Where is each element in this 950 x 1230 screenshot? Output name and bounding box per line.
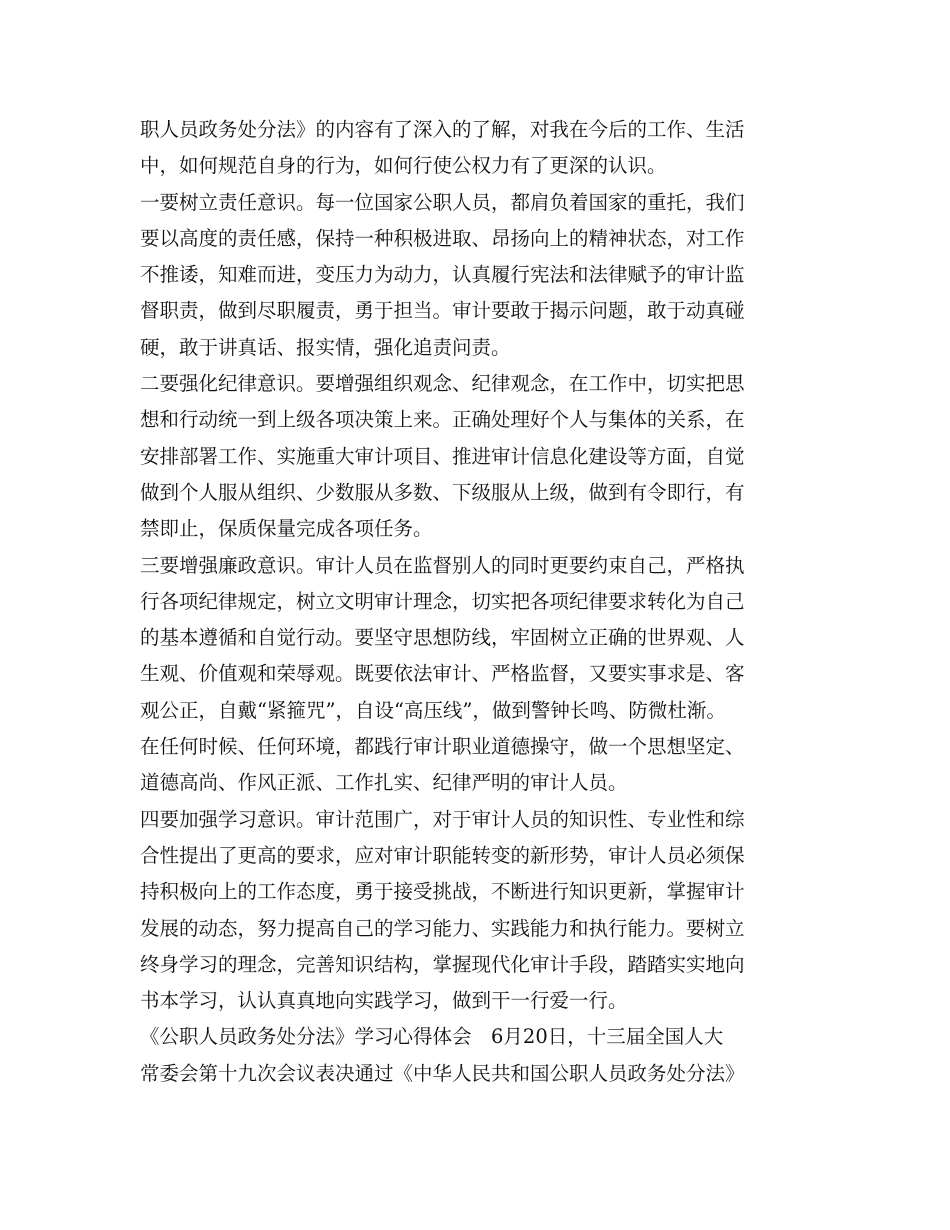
text-line: 中，如何规范自身的行为，如何行使公权力有了更深的认识。 [140,154,667,178]
text-line: 生观、价值观和荣辱观。既要依法审计、严格监督，又要实事求是、客 [140,662,745,686]
text-line: 持积极向上的工作态度，勇于接受挑战，不断进行知识更新，掌握审计 [140,880,745,904]
text-line: 在任何时候、任何环境，都践行审计职业道德操守，做一个思想坚定、 [140,735,745,759]
text-line: 终身学习的理念，完善知识结构，掌握现代化审计手段，踏踏实实地向 [140,952,745,976]
text-line: 三要增强廉政意识。审计人员在监督别人的同时更要约束自己，严格执 [140,553,745,577]
text-line: 《公职人员政务处分法》学习心得体会 6月20日，十三届全国人大 [140,1025,724,1049]
text-line: 的基本遵循和自觉行动。要坚守思想防线，牢固树立正确的世界观、人 [140,626,745,650]
text-line: 道德高尚、作风正派、工作扎实、纪律严明的审计人员。 [140,771,628,795]
text-line: 不推诿，知难而进，变压力为动力，认真履行宪法和法律赋予的审计监 [140,263,745,287]
text-line: 发展的动态，努力提高自己的学习能力、实践能力和执行能力。要树立 [140,916,745,940]
text-line: 四要加强学习意识。审计范围广，对于审计人员的知识性、专业性和综 [140,807,745,831]
text-line: 职人员政务处分法》的内容有了深入的了解，对我在今后的工作、生活 [140,118,745,141]
text-line: 要以高度的责任感，保持一种积极进取、昂扬向上的精神状态，对工作 [140,226,745,250]
text-line: 常委会第十九次会议表决通过《中华人民共和国公职人员政务处分法》 [140,1061,745,1085]
text-line: 一要树立责任意识。每一位国家公职人员，都肩负着国家的重托，我们 [140,190,745,214]
text-line: 做到个人服从组织、少数服从多数、下级服从上级，做到有令即行，有 [140,480,745,504]
text-line: 行各项纪律规定，树立文明审计理念，切实把各项纪律要求转化为自己 [140,589,745,613]
text-line: 督职责，做到尽职履责，勇于担当。审计要敢于揭示问题，敢于动真碰 [140,299,745,323]
text-line: 禁即止，保质保量完成各项任务。 [140,517,433,541]
text-line: 观公正，自戴“紧箍咒”，自设“高压线”，做到警钟长鸣、防微杜渐。 [140,698,726,722]
text-line: 书本学习，认认真真地向实践学习，做到干一行爱一行。 [140,989,628,1013]
text-line: 二要强化纪律意识。要增强组织观念、纪律观念，在工作中，切实把思 [140,372,745,396]
text-line: 想和行动统一到上级各项决策上来。正确处理好个人与集体的关系，在 [140,408,745,432]
text-line: 硬，敢于讲真话、报实情，强化追责问责。 [140,335,511,359]
text-line: 安排部署工作、实施重大审计项目、推进审计信息化建设等方面，自觉 [140,444,745,468]
body-text [140,112,830,1092]
text-line: 合性提出了更高的要求，应对审计职能转变的新形势，审计人员必须保 [140,843,745,867]
